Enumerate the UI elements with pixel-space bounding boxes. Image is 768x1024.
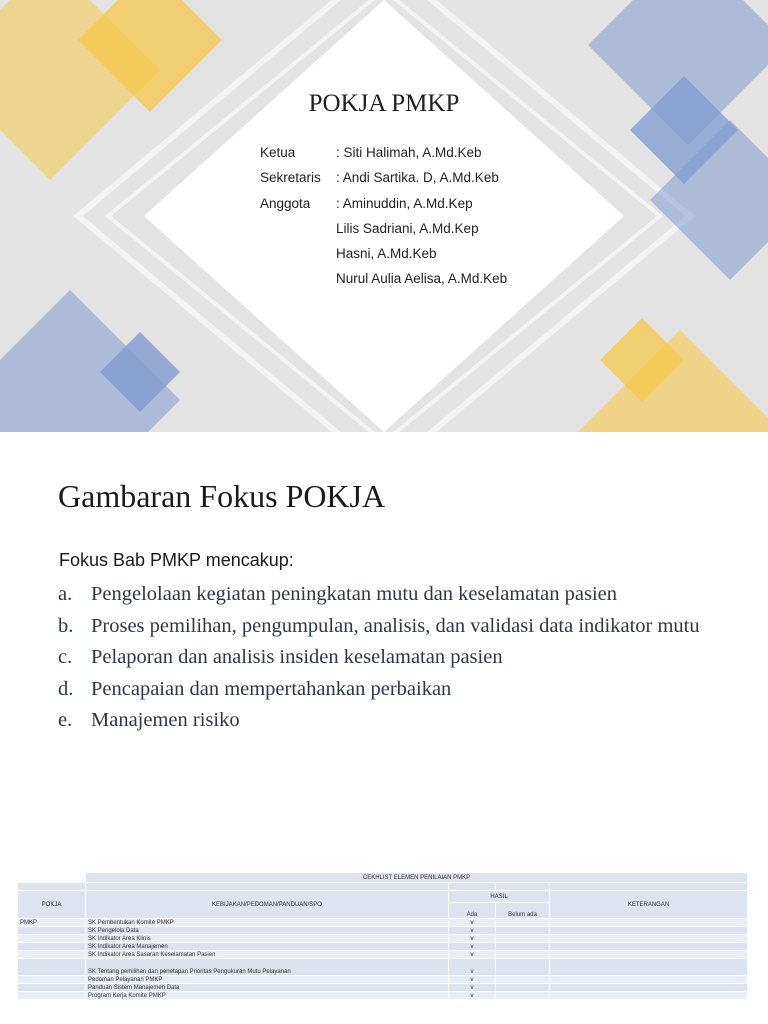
cell-pokja: PMKP: [18, 919, 86, 927]
cell-belum-ada: [496, 943, 550, 951]
cell-pokja: [18, 927, 86, 935]
cell-ada: v: [449, 919, 496, 927]
list-item: [58, 614, 718, 638]
slide-title: POKJA PMKP: [308, 90, 460, 117]
header-pokja: POKJA: [18, 891, 86, 919]
cell-document: SK Pengelola Data: [86, 927, 449, 935]
slide-pokja-members: [0, 0, 768, 432]
cell-ada: v: [449, 935, 496, 943]
header-belum-ada: Belum ada: [496, 903, 550, 919]
cell-pokja: [18, 984, 86, 992]
member-role: Ketua: [260, 145, 296, 160]
table-row: [18, 943, 748, 951]
cell-belum-ada: [496, 927, 550, 935]
cell-ada: v: [449, 927, 496, 935]
cell-belum-ada: [496, 959, 550, 976]
cell-ada: v: [449, 976, 496, 984]
cell-document: SK Indikator Area Manajemen: [86, 943, 449, 951]
table-row: [18, 992, 748, 1000]
slide-focus: [0, 432, 768, 864]
focus-list: [58, 582, 718, 740]
cell-ada: v: [449, 984, 496, 992]
cell-pokja: [18, 943, 86, 951]
cell-keterangan: [550, 927, 748, 935]
table-row: [18, 927, 748, 935]
cell-document: Program Kerja Komite PMKP: [86, 992, 449, 1000]
list-letter: e.: [58, 709, 73, 732]
table-row: [18, 951, 748, 959]
checklist-table: [17, 872, 748, 1000]
cell-pokja: [18, 935, 86, 943]
cell-document: SK Pembentukan Komite PMKP: [86, 919, 449, 927]
cell-belum-ada: [496, 951, 550, 959]
list-letter: a.: [58, 583, 73, 605]
table-row: [18, 959, 748, 976]
member-role: Anggota: [260, 195, 311, 211]
member-name: Hasni, A.Md.Keb: [336, 246, 437, 262]
member-name: Lilis Sadriani, A.Md.Kep: [336, 220, 479, 236]
cell-belum-ada: [496, 919, 550, 927]
cell-belum-ada: [496, 935, 550, 943]
cell-keterangan: [550, 959, 748, 976]
list-text: Manajemen risiko: [91, 709, 240, 732]
member-name: Nurul Aulia Aelisa, A.Md.Keb: [336, 271, 508, 287]
header-ada: Ada: [449, 903, 496, 919]
header-hasil: HASIL: [449, 891, 550, 903]
table-row: [18, 984, 748, 992]
cell-keterangan: [550, 992, 748, 1000]
list-item: [58, 645, 718, 669]
cell-document: Panduan Sistem Manajemen Data: [86, 984, 449, 992]
list-text: Pengelolaan kegiatan peningkatan mutu dan keselamatan pasien: [91, 583, 617, 605]
cell-belum-ada: [496, 984, 550, 992]
cell-belum-ada: [496, 992, 550, 1000]
table-row: [18, 976, 748, 984]
slide-checklist: [0, 864, 768, 1024]
cell-keterangan: [550, 935, 748, 943]
decorative-shapes: [0, 0, 768, 432]
cell-ada: v: [449, 992, 496, 1000]
cell-keterangan: [550, 951, 748, 959]
member-name: : Aminuddin, A.Md.Kep: [336, 195, 473, 211]
cell-keterangan: [550, 984, 748, 992]
table-title: CEKHLIST ELEMEN PENILAIAN PMKP: [86, 873, 748, 883]
table-row: [18, 919, 748, 927]
cell-document: SK Indikator Area Sasaran Keselamatan Pasien: [86, 951, 449, 959]
list-item: [58, 582, 718, 606]
list-item: [58, 677, 718, 701]
cell-keterangan: [550, 919, 748, 927]
cell-pokja: [18, 976, 86, 984]
cell-pokja: [18, 951, 86, 959]
list-text: Pelaporan dan analisis insiden keselamatan pasien: [91, 646, 503, 669]
header-keterangan: KETERANGAN: [550, 891, 748, 919]
list-item: [58, 708, 718, 732]
cell-keterangan: [550, 943, 748, 951]
list-text: Pencapaian dan mempertahankan perbaikan: [91, 677, 452, 700]
cell-ada: v: [449, 959, 496, 976]
member-name: : Andi Sartika. D, A.Md.Keb: [336, 170, 499, 186]
slide-title: Gambaran Fokus POKJA: [58, 478, 386, 514]
list-letter: d.: [58, 677, 74, 700]
cell-document: SK Tentang pemilihan dan penetapan Prioritas Pengukuran Mutu Pelayanan: [86, 959, 449, 976]
header-kebijakan: KEBIJAKAN/PEDOMAN/PANDUAN/SPO: [86, 891, 449, 919]
member-name: : Siti Halimah, A.Md.Keb: [336, 145, 482, 160]
cell-document: Pedoman Pelayanan PMKP: [86, 976, 449, 984]
cell-belum-ada: [496, 976, 550, 984]
cell-pokja: [18, 959, 86, 976]
table-row: [18, 935, 748, 943]
cell-pokja: [18, 992, 86, 1000]
cell-document: SK Indikator Area Klinis: [86, 935, 449, 943]
cell-ada: v: [449, 943, 496, 951]
list-letter: b.: [58, 614, 74, 637]
list-text: Proses pemilihan, pengumpulan, analisis, dan validasi data indikator mutu: [91, 614, 700, 637]
cell-ada: v: [449, 951, 496, 959]
member-role: Sekretaris: [260, 170, 321, 186]
list-letter: c.: [58, 646, 73, 669]
focus-intro: Fokus Bab PMKP mencakup:: [59, 550, 294, 570]
cell-keterangan: [550, 976, 748, 984]
